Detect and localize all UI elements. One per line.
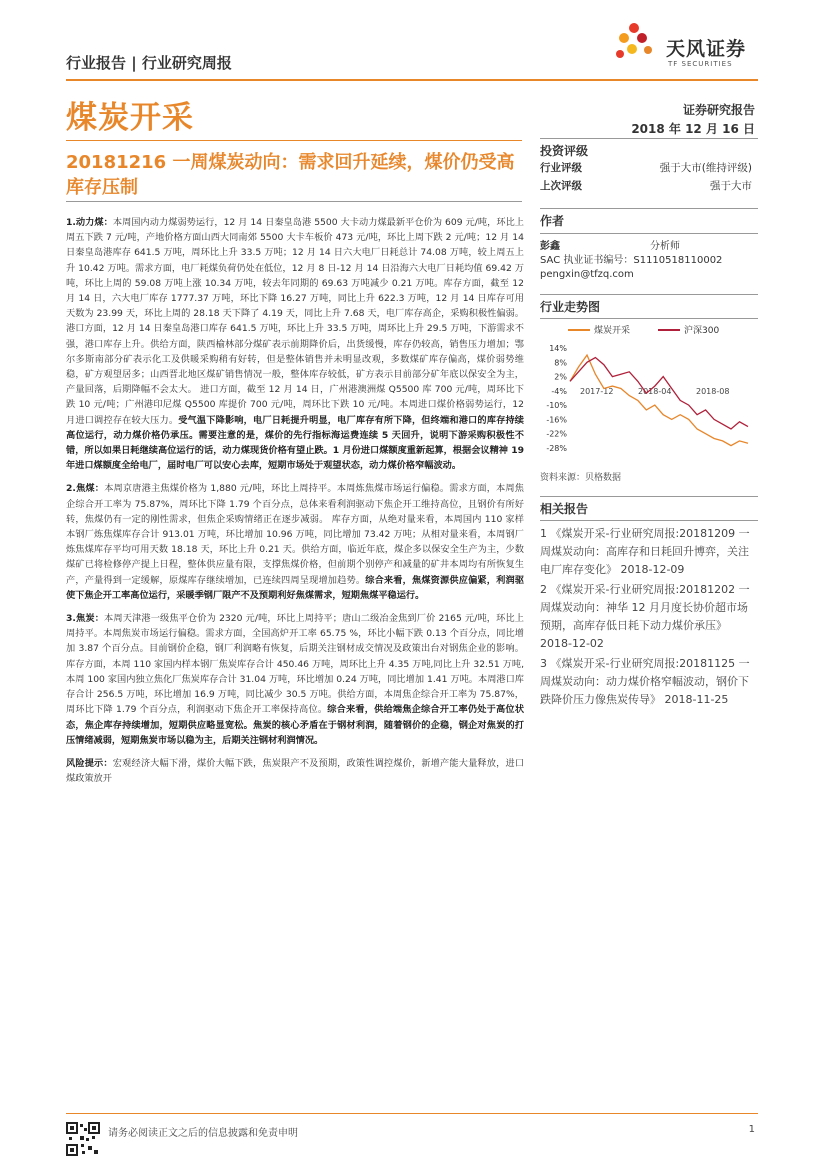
paragraph-lead: 1.动力煤：	[66, 217, 113, 228]
legend-label: 煤炭开采	[594, 326, 631, 336]
legend-label: 沪深300	[684, 326, 720, 336]
y-tick-label: -16%	[546, 415, 567, 425]
analyst-row	[540, 240, 758, 254]
related-heading: 相关报告	[540, 502, 589, 516]
rating-value: 强于大市	[710, 180, 752, 192]
industry-rating-row	[540, 159, 758, 177]
y-tick-label: 14%	[549, 344, 567, 353]
report-title: 20181216 一周煤炭动向：需求回升延续，煤价仍受高库存压制	[66, 152, 515, 198]
related-item[interactable]: 3 《煤炭开采-行业研究周报:20181125 一周煤炭动向：动力煤价格窄幅波动，钢价下跌降价压力像焦炭传导》 2018-11-25	[540, 657, 750, 706]
analyst-license: SAC 执业证书编号：S1110518110002	[540, 255, 723, 266]
paragraph-lead: 3.焦炭：	[66, 613, 105, 625]
report-category: 行业报告 | 行业研究周报	[66, 54, 232, 72]
chart-source: 资料来源：贝格数据	[540, 473, 622, 483]
section-divider	[540, 233, 758, 234]
rating-section	[540, 138, 758, 195]
sector-title: 煤炭开采	[66, 100, 194, 136]
risk-lead: 风险提示：	[66, 757, 113, 769]
y-tick-label: 2%	[554, 372, 567, 382]
footer-divider	[66, 1113, 758, 1114]
paragraph-text: 本周京唐港主焦煤价格为 1,880 元/吨，环比上周持平。本周炼焦煤市场运行偏稳。需求方面，本周焦企综合开工率为 75.87%，周环比下降 1.79 个百分点，总体来看利润驱动下焦企开工维持高位，且钢价有所好转，焦煤仍有一定的刚性需求，但焦企采购情绪正在逐步减弱。 库存方面，从绝对量来看，本周国内 110 家样本钢厂炼焦煤库存合计 913.01 万吨，环比增加 10.96 万吨，同比增加 73.42 万吨；从相对量来看，本周钢厂炼焦煤库存平均可用天数 18.18 天，环比上升 0.21 天。供给方面，临近年底，煤企多以保安全生产为主，少数煤矿已将检修停产提上日程，整体供应量有限，支撑焦煤价格，但前期个别停产和减量的矿井本周均有所恢复生产，产量得到一定缓解，原煤库存继续增加，已连续四周呈现增加趋势。	[66, 483, 524, 586]
author-section	[540, 208, 758, 282]
related-item[interactable]: 2 《煤炭开采-行业研究周报:20181202 一周煤炭动向：神华 12 月月度长协价超市场预期，高库存低日耗下动力煤价承压》 2018-12-02	[540, 583, 750, 650]
qr-code-icon	[66, 1122, 100, 1156]
report-date: 2018 年 12 月 16 日	[631, 122, 755, 136]
page-number: 1	[748, 1124, 755, 1135]
related-item[interactable]: 1 《煤炭开采-行业研究周报:20181209 一周煤炭动向：高库存和日耗回升博弈，关注电厂库存变化》 2018-12-09	[540, 527, 750, 576]
series-line	[570, 355, 748, 446]
rating-label: 行业评级	[540, 162, 582, 174]
section-divider	[540, 294, 758, 295]
x-tick-label: 2017-12	[580, 386, 614, 396]
header-divider	[66, 79, 758, 81]
author-heading: 作者	[540, 214, 565, 228]
related-list	[540, 525, 758, 709]
logo-text: 天风证券	[666, 38, 747, 60]
paragraph-coking-coal	[66, 481, 524, 603]
title-bottom-divider	[66, 201, 522, 202]
related-section	[540, 496, 758, 711]
rating-heading: 投资评级	[540, 144, 589, 158]
paragraph-thermal-coal	[66, 215, 524, 473]
logo-subtext: TF SECURITIES	[668, 60, 733, 68]
y-tick-label: -10%	[546, 401, 567, 411]
risk-text: 宏观经济大幅下滑，煤价大幅下跌，焦炭限产不及预期，政策性调控煤价，新增产能大量释放，进口煤政策放开	[66, 757, 525, 785]
logo-icon	[612, 20, 662, 70]
section-divider	[540, 520, 758, 521]
y-tick-label: -28%	[546, 444, 567, 453]
paragraph-conclusion: 综合来看，供给端焦企综合开工率仍处于高位状态，焦企库存持续增加，短期供应略显宽松。焦炭的核心矛盾在于钢材利润，随着钢价的企稳，钢企对焦炭的打压情绪减弱，短期焦炭市场以稳为主，后期关注钢材利润情况。	[66, 704, 525, 746]
rating-label: 上次评级	[540, 180, 582, 192]
title-divider	[66, 140, 522, 141]
y-tick-label: -4%	[551, 386, 567, 396]
y-tick-label: 8%	[554, 358, 567, 368]
section-divider	[540, 208, 758, 209]
section-divider	[540, 496, 758, 497]
analyst-name: 彭鑫	[540, 241, 560, 252]
footer-disclaimer[interactable]: 请务必阅读正文之后的信息披露和免责申明	[108, 1128, 298, 1139]
chart-heading-wrap	[540, 294, 758, 319]
paragraph-risk	[66, 756, 524, 786]
paragraph-conclusion: 综合来看，焦煤资源供应偏紧，利润驱使下焦企开工率高位运行，采暖季钢厂限产不及预期利好焦煤需求，短期焦煤平稳运行。	[66, 574, 525, 601]
x-tick-label: 2018-08	[696, 386, 730, 396]
paragraph-text: 本周国内动力煤弱势运行，12 月 14 日秦皇岛港 5500 大卡动力煤最新平仓价为 609 元/吨，环比上周五下跌 7 元/吨，产地价格方面山西大同南郊 5500 大卡车板价 473 元/吨，环比上周下跌 2 元/吨；12 月 14 日秦皇岛港库存 641.5 万吨，周环比上升 33.5 万吨；12 月 14 日六大电厂日耗总计 74.08 万吨，较上周五上升 10.42 万吨。需求方面，电厂耗煤负荷仍处在低位，12 月 8 日-12 月 14 日沿海六大电厂日耗均值 69.42 万吨，环比上周的 59.08 万吨上涨 10.34 万吨，较去年同期的 69.63 万吨减少 0.21 万吨。库存方面，截至 12 月 14 日，六大电厂库存 1777.37 万吨，环比下降 16.27 万吨，同比上升 622.3 万吨，12 月 14 日库存可用天数为 23.99 天，环比上周的 28.18 天下降了 4.19 天，同比上升 7.68 天，电厂库存高企，采购积极性偏弱。港口方面，12 月 14 日秦皇岛港口库存 641.5 万吨，环比上升 33.5 万吨，周环比上升 29.5 万吨，下游需求不强，港口库存上升。供给方面，陕西榆林部分煤矿表示前期降价后，出货缓慢，库存仍较高，销售压力增加；鄂尔多斯南部分矿表示化工及供暖采购稍有好转，但是整体销售并未明显改观，多数煤矿库存偏高，煤价弱势维稳，矿方观望居多；山西晋北地区煤矿销售情况一般，整体库存较低，矿方表示目前部分矿年底以保安全为主，产量回落，后期降幅不会太大。 进口方面，截至 12 月 14 日，广州港澳洲煤 Q5500 库 700 元/吨，周环比下跌 10 元/吨；广州港印尼煤 Q5500 库提价 700 元/吨，周环比下跌 10 元/吨。本周进口煤价格弱势运行，12 月进口调控存在较大压力。	[66, 217, 524, 426]
paragraph-text: 本周天津港一级焦平仓价为 2320 元/吨，环比上周持平；唐山二级冶金焦到厂价 2165 元/吨，环比上周持平。本周焦炭市场运行偏稳。需求方面，全国高炉开工率 65.75 %，环比小幅下跌 0.13 个百分点，同比增加 3.87 个百分点。目前钢价企稳，钢厂利润略有恢复，后期关注钢材成交情况及政策出台对钢焦企业的影响。库存方面，本周 110 家国内样本钢厂焦炭库存合计 450.46 万吨，周环比上升 4.35 万吨,同比上升 32.51 万吨,本周 100 家国内独立焦化厂焦炭库存合计 31.04 万吨，环比增加 0.24 万吨，同比增加 1.41 万吨。本周港口库存合计 256.5 万吨，环比增加 16.9 万吨，同比减少 30.5 万吨。供给方面，本周焦企综合开工率为 75.87%，周环比下降 1.79 个百分点，利润驱动下焦企开工率保持高位。	[66, 613, 524, 716]
trend-chart	[540, 318, 758, 468]
paragraph-lead: 2.焦煤：	[66, 483, 105, 495]
report-type: 证券研究报告	[682, 103, 755, 117]
section-divider	[540, 138, 758, 139]
paragraph-conclusion: 受气温下降影响，电厂日耗提升明显，电厂库存有所下降，但终端和港口的库存持续高位运行，动力煤价格仍承压。需要注意的是，煤价的先行指标海运费连续 5 天回升，说明下游采购积极性不错，所以如果日耗继续高位运行的话，动力煤现货价格有望止跌。1 月份进口煤额度重新起算，根据会议精神 19 年进口煤额度全给电厂，届时电厂可以安心去库，短期市场处于观望状态，动力煤价格窄幅波动。	[66, 414, 524, 472]
paragraph-coke	[66, 611, 524, 748]
company-logo	[612, 20, 762, 75]
analyst-role: 分析师	[650, 241, 680, 252]
x-tick-label: 2018-04	[638, 386, 672, 396]
report-body	[66, 215, 524, 794]
y-tick-label: -22%	[546, 429, 567, 439]
previous-rating-row	[540, 177, 758, 195]
analyst-email[interactable]: pengxin@tfzq.com	[540, 269, 634, 280]
rating-value: 强于大市(维持评级)	[659, 162, 752, 174]
chart-title: 行业走势图	[540, 300, 601, 314]
